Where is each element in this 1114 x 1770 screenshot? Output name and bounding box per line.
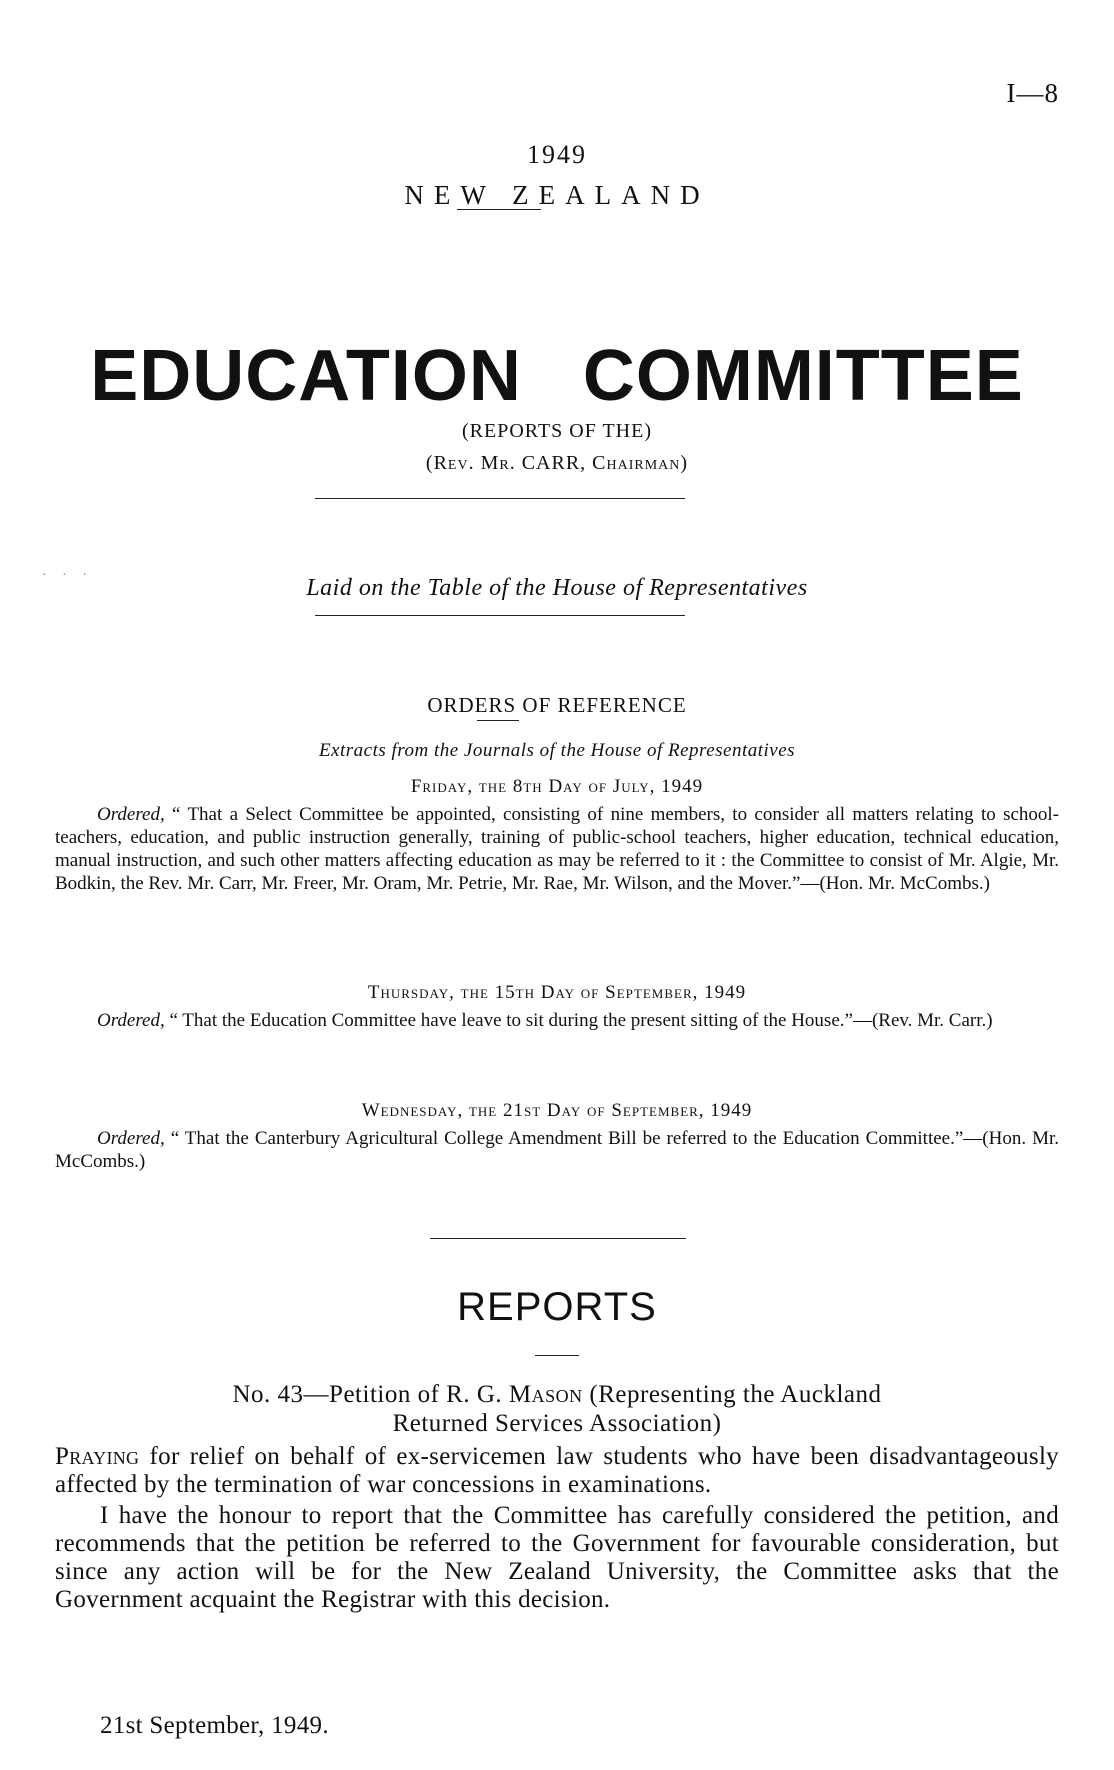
praying-word: Praying: [55, 1443, 140, 1470]
chairman-line: [0, 452, 1114, 475]
order-paragraph: [55, 1127, 1059, 1173]
divider: [535, 1355, 579, 1356]
extracts-line: Extracts from the Journals of the House of Representatives: [318, 740, 796, 761]
order-date-heading: Friday, the 8th Day of July, 1949: [410, 776, 704, 797]
report-paragraph: I have the honour to report that the Committee has carefully considered the petition, and recommends that the petition be referred to the Government for favourable consideration, but since any action will be for the New Zealand University, the Committee asks that the Government acquaint the Registrar with this decision.: [55, 1502, 1059, 1613]
subtitle: (REPORTS OF THE): [461, 420, 652, 442]
order-text: “ That the Education Committee have leave to sit during the present sitting of the House.”—(Rev. Mr. Carr.): [169, 1010, 993, 1031]
praying-paragraph: [55, 1443, 1059, 1499]
laid-on-table-line: Laid on the Table of the House of Representatives: [306, 575, 808, 601]
divider: [315, 615, 685, 616]
petition-title-line-2: Returned Services Association): [392, 1410, 722, 1437]
praying-text: for relief on behalf of ex-servicemen law students who have been disadvantageously affected by the termination of war concessions in examinations.: [55, 1443, 1059, 1498]
order-date-heading: Thursday, the 15th Day of September, 1949: [367, 982, 747, 1003]
order-date-heading: Wednesday, the 21st Day of September, 1949: [361, 1100, 753, 1121]
ordered-label: Ordered,: [97, 1010, 165, 1031]
petition-representing-text: (Representing the Auckland: [589, 1381, 882, 1408]
ordered-label: Ordered,: [97, 804, 165, 825]
chairman-text: (Rev. Mr. CARR, Chairman): [425, 452, 689, 474]
scan-marks: · · ·: [42, 568, 93, 583]
divider: [315, 498, 685, 499]
document-year: 1949: [527, 140, 587, 169]
petition-title: [0, 1380, 1114, 1438]
petitioner-name: Mason: [508, 1381, 583, 1408]
reports-heading: REPORTS: [457, 1285, 657, 1329]
order-paragraph: [55, 803, 1059, 895]
divider: [430, 1238, 686, 1239]
divider: [477, 720, 519, 721]
divider: [457, 209, 541, 210]
country-heading: NEW ZEALAND: [404, 180, 710, 210]
ordered-label: Ordered,: [97, 1128, 165, 1149]
orders-of-reference-heading: ORDERS OF REFERENCE: [427, 693, 687, 717]
order-paragraph: [55, 1009, 1059, 1032]
petition-number-text: No. 43—Petition of R. G.: [232, 1381, 503, 1408]
page-reference: I—8: [1006, 78, 1059, 108]
order-text: “ That a Select Committee be appointed, consisting of nine members, to consider all matters relating to school-teachers, education, and public instruction generally, training of public-school teachers, higher education, technical education, manual instruction, and such other matters affecting education as may be referred to it : the Committee to consist of Mr. Algie, Mr. Bodkin, the Rev. Mr. Carr, Mr. Freer, Mr. Oram, Mr. Petrie, Mr. Rae, Mr. Wilson, and the Mover.”—(Hon. Mr. McCombs.): [55, 804, 1060, 894]
signoff-date: 21st September, 1949.: [100, 1712, 329, 1739]
petition-title-line-1: [0, 1380, 1114, 1409]
order-text: “ That the Canterbury Agricultural College Amendment Bill be referred to the Education Committee.”—(Hon. Mr. McCombs.): [55, 1128, 1059, 1172]
page-title: EDUCATION COMMITTEE: [90, 336, 1024, 416]
